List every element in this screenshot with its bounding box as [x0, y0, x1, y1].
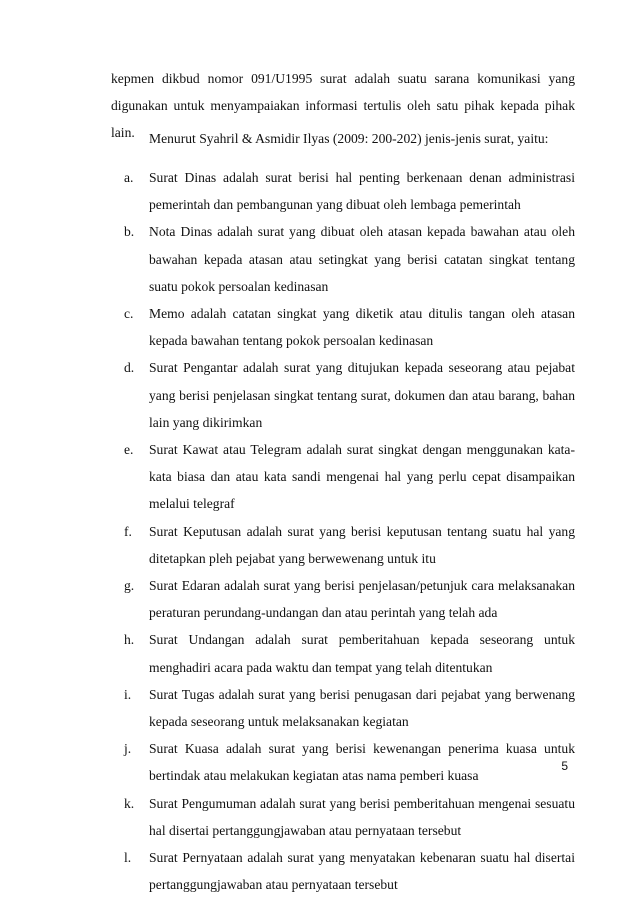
list-item-text: Surat Kawat atau Telegram adalah surat singkat dengan menggunakan kata-kata biasa dan atau kata sandi mengenai hal yang perlu cepat disampaikan melalui telegraf [149, 442, 575, 512]
list-item [0, 436, 638, 518]
list-item-text: Surat Tugas adalah surat yang berisi penugasan dari pejabat yang berwenang kepada seseorang untuk melaksanakan kegiatan [149, 686, 575, 730]
list-item-text: Surat Pernyataan adalah surat yang menyatakan kebenaran suatu hal disertai pertanggungjawaban atau pernyataan tersebut [149, 850, 575, 893]
list-marker: k. [124, 795, 135, 811]
list-item [0, 790, 638, 844]
intro-paragraph: kepmen dikbud nomor 091/U1995 surat adalah suatu sarana komunikasi yang digunakan untuk menyampaiakan informasi tertulis oleh satu pihak kepada pihak lain. [111, 71, 575, 140]
list-item [0, 300, 638, 354]
list-item [0, 735, 638, 789]
list-item [0, 626, 638, 680]
list-marker: j. [124, 741, 132, 757]
list-marker: i. [124, 686, 132, 702]
list-marker: g. [124, 578, 135, 594]
list-item-text: Surat Dinas adalah surat berisi hal penting berkenaan denan administrasi pemerintah dan pembangunan yang dibuat oleh lembaga pemerintah [149, 170, 575, 213]
list-item-text: Surat Edaran adalah surat yang berisi penjelasan/petunjuk cara melaksanakan peraturan perundang-undangan dan atau perintah yang telah ada [149, 578, 575, 621]
list-item-text: Surat Undangan adalah surat pemberitahuan kepada seseorang untuk menghadiri acara pada waktu dan tempat yang telah ditentukan [149, 632, 575, 675]
list-marker: d. [124, 360, 135, 376]
list-marker: l. [124, 850, 132, 866]
list-item-text: Surat Kuasa adalah surat yang berisi kewenangan penerima kuasa untuk bertindak atau melakukan kegiatan atas nama pemberi kuasa [149, 741, 575, 784]
list-item [0, 572, 638, 626]
list-marker: b. [124, 224, 135, 240]
list-item-text: Surat Keputusan adalah surat yang berisi keputusan tentang suatu hal yang ditetapkan pleh pejabat yang berwewenang untuk itu [149, 523, 575, 566]
list-item [0, 518, 638, 572]
list-item-text: Surat Pengantar adalah surat yang ditujukan kepada seseorang atau pejabat yang berisi penjelasan singkat tentang surat, dokumen dan atau barang, bahan lain yang dikirimkan [149, 360, 575, 430]
list-marker: c. [124, 306, 134, 322]
list-item [0, 164, 638, 218]
list-marker: h. [124, 632, 135, 648]
list-item [0, 844, 638, 898]
list-marker: e. [124, 442, 134, 458]
list-marker: f. [124, 523, 132, 539]
list-item-text: Surat Pengumuman adalah surat yang berisi pemberitahuan mengenai sesuatu hal disertai pertanggungjawaban atau pernyataan tersebut [149, 795, 575, 838]
list-item [0, 218, 638, 300]
list-item [0, 681, 638, 735]
letter-types-list [0, 164, 638, 898]
list-marker: a. [124, 170, 134, 185]
page-number: 5 [561, 759, 568, 773]
list-item-text: Memo adalah catatan singkat yang diketik atau ditulis tangan oleh atasan kepada bawahan tentang pokok persoalan kedinasan [149, 306, 575, 349]
list-item [0, 354, 638, 436]
list-item-text: Nota Dinas adalah surat yang dibuat oleh atasan kepada bawahan atau oleh bawahan kepada atasan atau setingkat yang berisi catatan singkat tentang suatu pokok persoalan kedinasan [149, 224, 575, 294]
source-paragraph: Menurut Syahril & Asmidir Ilyas (2009: 200-202) jenis-jenis surat, yaitu: [149, 131, 549, 146]
